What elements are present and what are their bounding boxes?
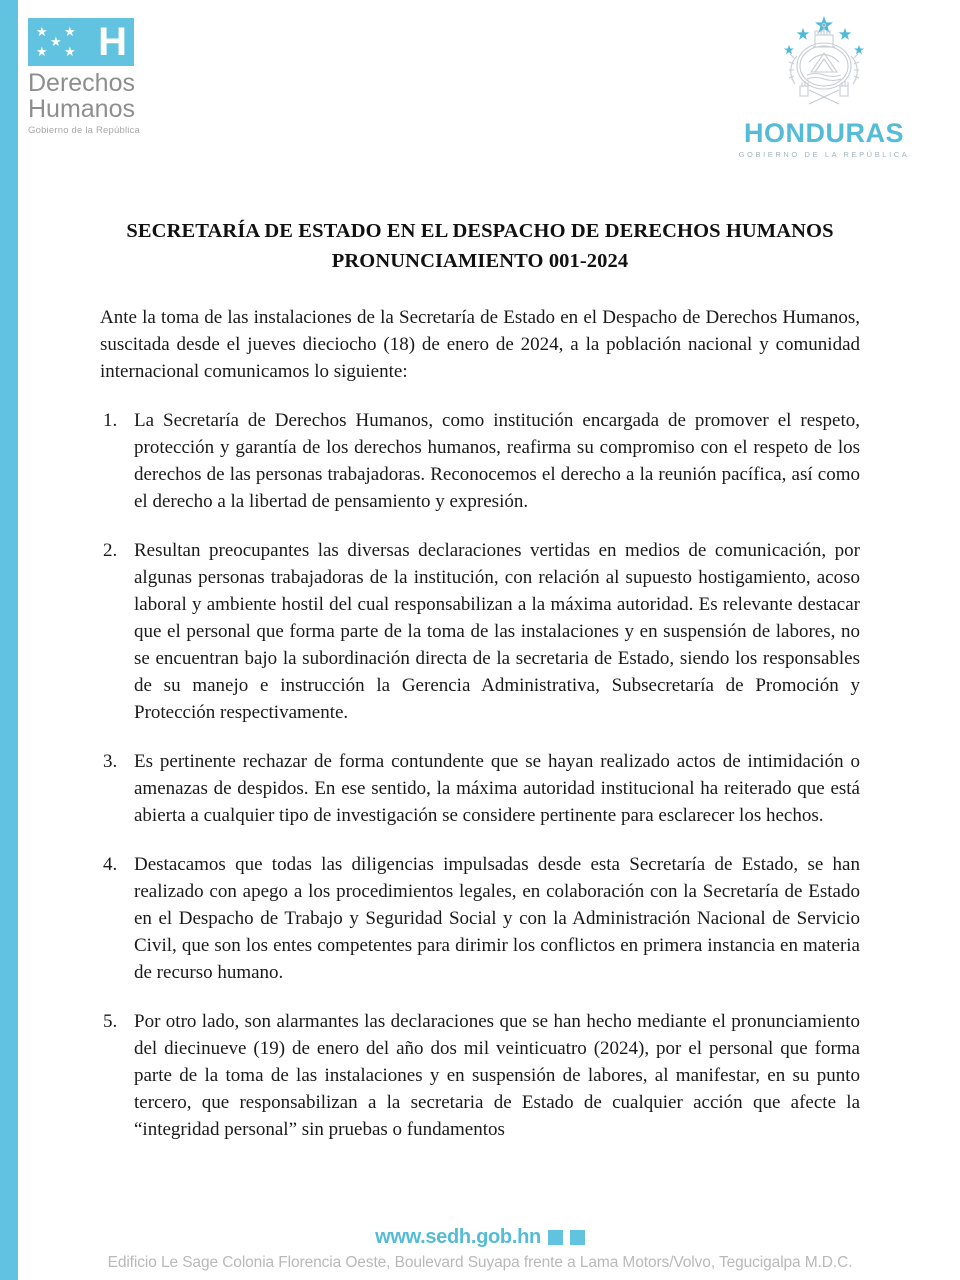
intro-paragraph: Ante la toma de las instalaciones de la Secretaría de Estado en el Despacho de Derechos Humanos, suscitada desde el jueves dieciocho (18) de enero de 2024, a la población nacional y comunidad internacional comunicamos lo siguiente: bbox=[100, 307, 860, 382]
page-title-line2: PRONUNCIAMIENTO 001-2024 bbox=[331, 250, 629, 272]
flag-star-icon: ★ bbox=[64, 44, 76, 59]
list-item: Por otro lado, son alarmantes las declaraciones que se han hecho mediante el pronunciamiento del diecinueve (19) de enero del año dos mil veinticuatro (2024), por el personal que forma parte de la toma de las instalaciones y en suspensión de labores, al manifestar, en su punto tercero, que responsabilizan a la secretaria de Estado de cualquier acción que afecte la “integridad personal” sin pruebas o fundamentos bbox=[134, 1011, 860, 1140]
numbered-points-list bbox=[100, 407, 860, 1143]
list-item: Destacamos que todas las diligencias impulsadas desde esta Secretaría de Estado, se han realizado con apego a los procedimientos legales, en colaboración con la Secretaría de Estado en el Despacho de Trabajo y Seguridad Social y con la Administración Nacional de Servicio Civil, que son los entes competentes para dirimir los conflictos en primera instancia en materia de recurso humano. bbox=[134, 854, 860, 983]
page-footer bbox=[0, 1226, 960, 1272]
honduras-logo-tagline: GOBIERNO DE LA REPÚBLICA bbox=[738, 150, 910, 159]
sedh-logo-name bbox=[28, 70, 198, 122]
sedh-logo-name-line1: Derechos bbox=[28, 69, 135, 97]
social-icon-2[interactable] bbox=[570, 1230, 585, 1245]
footer-address: Edificio Le Sage Colonia Florencia Oeste, Boulevard Suyapa frente a Lama Motors/Volvo, Tegucigalpa M.D.C. bbox=[107, 1254, 853, 1271]
flag-star-icon: ★ bbox=[64, 24, 76, 39]
flag-star-icon: ★ bbox=[36, 44, 48, 59]
flag-star-icon: ★ bbox=[50, 34, 62, 49]
flag-star-icon: ★ bbox=[36, 24, 48, 39]
honduras-government-logo bbox=[734, 14, 914, 159]
page-header bbox=[0, 0, 960, 178]
sedh-logo-tagline: Gobierno de la República bbox=[28, 125, 141, 136]
document-body bbox=[100, 216, 860, 1165]
honduras-coat-of-arms-icon bbox=[749, 14, 899, 118]
page-title-line1: SECRETARÍA DE ESTADO EN EL DESPACHO DE DERECHOS HUMANOS bbox=[126, 220, 834, 242]
footer-website-group bbox=[375, 1226, 585, 1249]
social-icon-1[interactable] bbox=[548, 1230, 563, 1245]
list-item: Resultan preocupantes las diversas declaraciones vertidas en medios de comunicación, por algunas personas trabajadoras de la institución, con relación al supuesto hostigamiento, acoso laboral y ambiente hostil del cual responsabilizan a la máxima autoridad. Es relevante destacar que el personal que forma parte de la toma de las instalaciones y en suspensión de labores, no se encuentran bajo la subordinación directa de la secretaria de Estado, siendo los responsables de su manejo e instrucción la Gerencia Administrativa, Subsecretaría de Promoción y Protección respectivamente. bbox=[134, 540, 860, 723]
left-accent-bar bbox=[0, 0, 18, 1280]
logo-letter-h: H bbox=[98, 20, 126, 64]
list-item: La Secretaría de Derechos Humanos, como institución encargada de promover el respeto, protección y garantía de los derechos humanos, reafirma su compromiso con el respeto de los derechos de las personas trabajadoras. Reconocemos el derecho a la reunión pacífica, así como el derecho a la libertad de pensamiento y expresión. bbox=[134, 410, 860, 512]
sedh-logo bbox=[18, 18, 198, 136]
honduras-logo-name: HONDURAS bbox=[743, 118, 904, 148]
sedh-logo-name-line2: Humanos bbox=[28, 95, 135, 123]
page-title bbox=[100, 216, 860, 276]
footer-website-link[interactable]: www.sedh.gob.hn bbox=[375, 1226, 541, 1248]
list-item: Es pertinente rechazar de forma contundente que se hayan realizado actos de intimidación o amenazas de despidos. En ese sentido, la máxima autoridad institucional ha reiterado que está abierta a cualquier tipo de investigación se considere pertinente para esclarecer los hechos. bbox=[134, 751, 860, 826]
honduras-flag-block-icon bbox=[28, 18, 134, 66]
